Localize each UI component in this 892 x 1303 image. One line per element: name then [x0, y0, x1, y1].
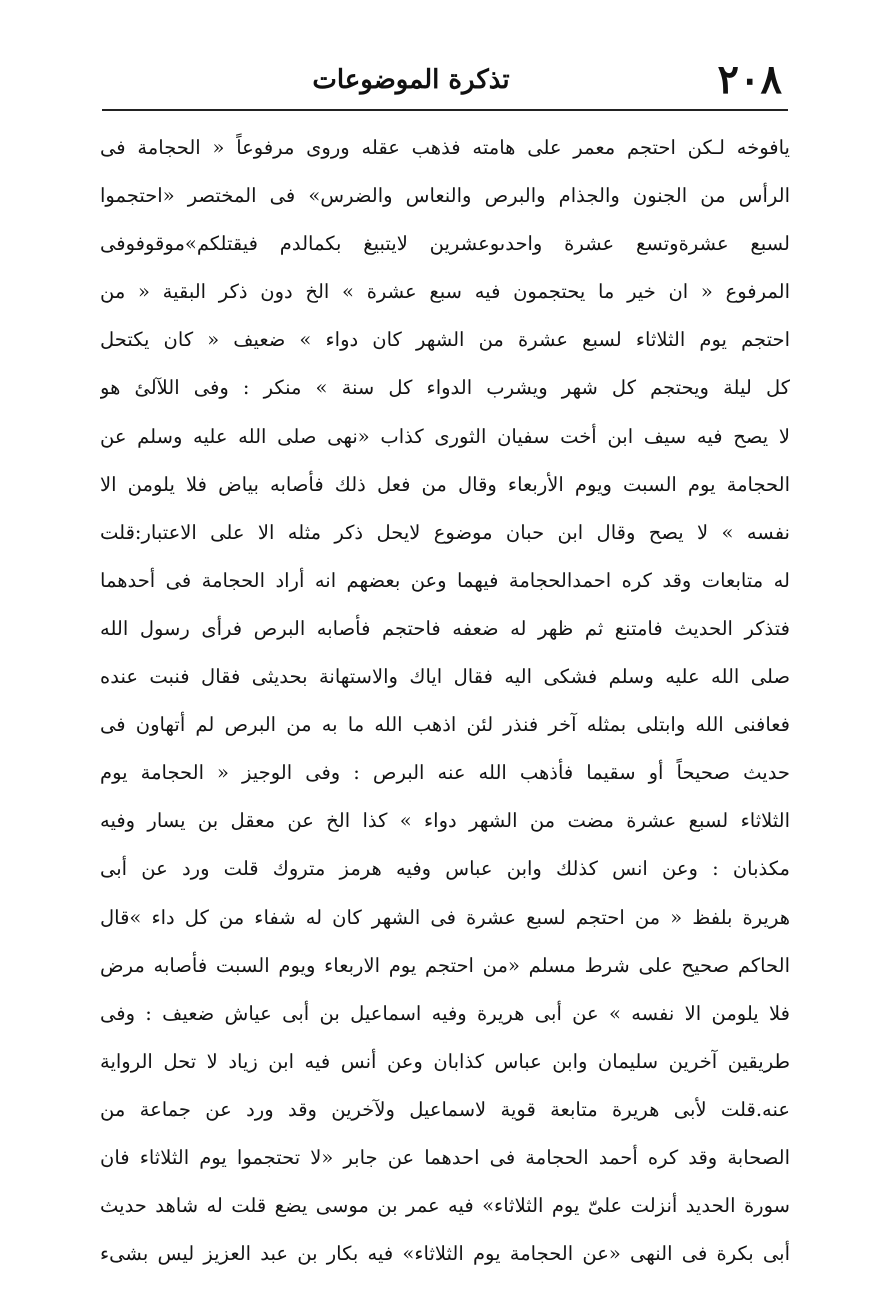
text-line: له متابعات وقد كره احمدالحجامة فيهما وعن بعضهم انه أراد الحجامة فى أحدهما — [100, 568, 790, 592]
page-header — [100, 56, 782, 103]
body-text — [100, 124, 790, 1278]
text-line: الصحابة وقد كره أحمد الحجامة فى احدهما عن جابر «لا تحتجموا يوم الثلاثاء فان — [100, 1145, 790, 1169]
text-line: طريقين آخرين سليمان وابن عباس كذابان وعن أنس فيه ابن زياد لا تحل الرواية — [100, 1049, 790, 1073]
text-line: كل ليلة ويحتجم كل شهر ويشرب الدواء كل سنة » منكر : وفى اللآلئ هو — [100, 376, 790, 400]
text-line: أبى بكرة فى النهى «عن الحجامة يوم الثلاثاء» فيه بكار بن عبد العزيز ليس بشىء — [100, 1242, 790, 1266]
text-line: الرأس من الجنون والجذام والبرص والنعاس والضرس» فى المختصر «احتجموا — [100, 184, 790, 208]
header-rule — [102, 109, 788, 111]
text-line: مكذبان : وعن انس كذلك وابن عباس وفيه هرمز متروك قلت ورد عن أبى — [100, 857, 790, 881]
text-line: نفسه » لا يصح وقال ابن حبان موضوع لايحل ذكر مثله الا على الاعتبار:قلت — [100, 520, 790, 544]
text-line: فتذكر الحديث فامتنع ثم ظهر له ضعفه فاحتجم فأصابه البرص فرأى رسول الله — [100, 616, 790, 640]
text-line: لا يصح فيه سيف ابن أخت سفيان الثورى كذاب «نهى صلى الله عليه وسلم عن — [100, 424, 790, 448]
text-line: المرفوع « ان خير ما يحتجمون فيه سبع عشرة » الخ دون ذكر البقية « من — [100, 280, 790, 304]
text-line: صلى الله عليه وسلم فشكى اليه فقال اياك والاستهانة بحديثى فقال فنبت عنده — [100, 665, 790, 689]
page-number: ٢٠٨ — [717, 56, 782, 103]
text-line: احتجم يوم الثلاثاء لسبع عشرة من الشهر كان دواء » ضعيف « كان يكتحل — [100, 328, 790, 352]
text-line: لسبع عشرةوتسع عشرة واحدىوعشرين لايتبيغ بكمالدم فيقتلكم»موقوفوفى — [100, 232, 790, 256]
text-line: سورة الحديد أنزلت علىّ يوم الثلاثاء» فيه عمر بن موسى يضع قلت له شاهد حديث — [100, 1194, 790, 1218]
text-line: فعافنى الله وابتلى بمثله آخر فنذر لئن اذهب الله ما به من البرص لم أتهاون فى — [100, 713, 790, 737]
text-line: حديث صحيحاً أو سقيما فأذهب الله عنه البرص : وفى الوجيز « الحجامة يوم — [100, 761, 790, 785]
text-line: عنه.قلت لأبى هريرة متابعة قوية لاسماعيل ولآخرين وقد ورد عن جماعة من — [100, 1097, 790, 1121]
text-line: فلا يلومن الا نفسه » عن أبى هريرة وفيه اسماعيل بن أبى عياش ضعيف : وفى — [100, 1001, 790, 1025]
text-line: هريرة بلفظ « من احتجم لسبع عشرة فى الشهر كان له شفاء من كل داء »قال — [100, 905, 790, 929]
running-title: تذكرة الموضوعات — [312, 65, 510, 95]
text-line: الحاكم صحيح على شرط مسلم «من احتجم يوم الاربعاء ويوم السبت فأصابه مرض — [100, 953, 790, 977]
text-line: الحجامة يوم السبت ويوم الأربعاء وقال من فعل ذلك فأصابه بياض فلا يلومن الا — [100, 472, 790, 496]
text-line: الثلاثاء لسبع عشرة مضت من الشهر دواء » كذا الخ عن معقل بن يسار وفيه — [100, 809, 790, 833]
text-line: يافوخه لـكن احتجم معمر على هامته فذهب عقله وروى مرفوعاً « الحجامة فى — [100, 136, 790, 159]
